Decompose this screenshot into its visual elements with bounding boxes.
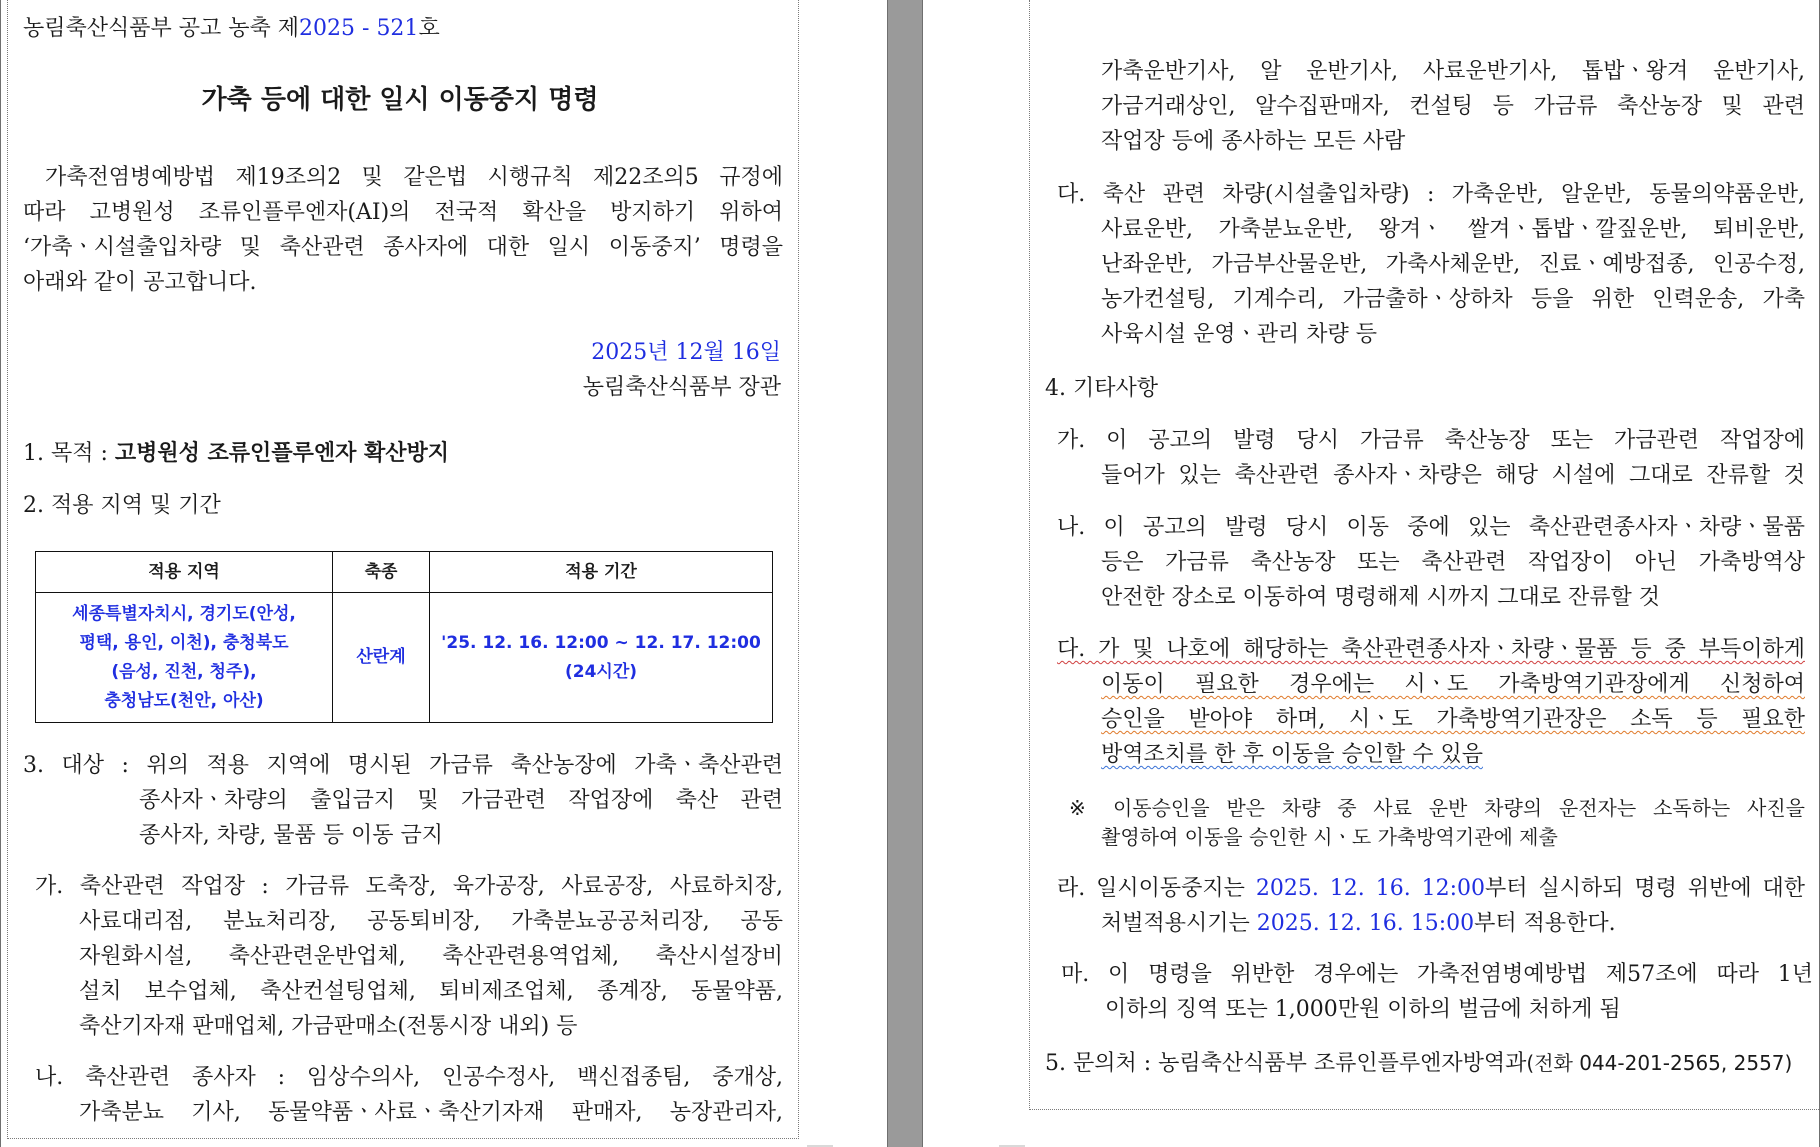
section-4-heading: 4. 기타사항 [1045, 376, 1158, 401]
item-na-line: 가축분뇨 기사, 동물약품ㆍ사료ㆍ축산기자재 판매자, 농장관리자, [79, 1100, 783, 1125]
intro-line: ‘가축ㆍ시설출입차량 및 축산관련 종사자에 대한 일시 이동중지’ 명령을 [23, 235, 783, 260]
item-4-da-line: 다. 가 및 나호에 해당하는 축산관련종사자ㆍ차량ㆍ물품 등 중 부득이하게 [1057, 637, 1805, 662]
item-ga-line: 설치 보수업체, 축산컨설팅업체, 퇴비제조업체, 종계장, 동물약품, [79, 979, 783, 1004]
item-4-ga-line: 들어가 있는 축산관련 종사자ㆍ차량은 해당 시설에 그대로 잔류할 것 [1101, 463, 1805, 488]
notice-number: 농림축산식품부 공고 농축 제2025 - 521호 [23, 16, 440, 41]
section-1-purpose: 1. 목적 : 고병원성 조류인플루엔자 확산방지 [23, 440, 449, 466]
item-da-line: 다. 축산 관련 차량(시설출입차량) : 가축운반, 알운반, 동물의약품운반, [1057, 182, 1805, 207]
minister-signature: 농림축산식품부 장관 [582, 375, 781, 400]
document-title: 가축 등에 대한 일시 이동중지 명령 [201, 85, 599, 115]
section-5-contact: 5. 문의처 : 농림축산식품부 조류인플루엔자방역과(전화 044-201-2565, 2557) [1045, 1051, 1793, 1076]
table-cell-period: '25. 12. 16. 12:00 ∼ 12. 17. 12:00 (24시간) [430, 593, 773, 723]
item-na-cont-line: 가금거래상인, 알수집판매자, 컨설팅 등 가금류 축산농장 및 관련 [1101, 94, 1805, 119]
item-4-ra-line: 처벌적용시기는 2025. 12. 16. 15:00부터 적용한다. [1101, 911, 1616, 936]
item-4-da-line: 방역조치를 한 후 이동을 승인할 수 있음 [1101, 742, 1483, 767]
item-4-ma-line: 마. 이 명령을 위반한 경우에는 가축전염병예방법 제57조에 따라 1년 [1061, 962, 1813, 987]
table-header-period: 적용 기간 [430, 552, 773, 593]
table-cell-region: 세종특별자치시, 경기도(안성, 평택, 용인, 이천), 충청북도 (음성, 진천, 청주), 충청남도(천안, 아산) [36, 593, 333, 723]
page-gap [888, 0, 922, 1147]
section-2-heading: 2. 적용 지역 및 기간 [23, 493, 221, 518]
document-page-1 [0, 0, 888, 1147]
item-ga-line: 축산기자재 판매업체, 가금판매소(전통시장 내외) 등 [79, 1014, 578, 1039]
item-da-line: 사료운반, 가축분뇨운반, 왕겨ㆍ 쌀겨ㆍ톱밥ㆍ깔짚운반, 퇴비운반, [1101, 217, 1805, 242]
section-3-line: 종사자ㆍ차량의 출입금지 및 가금관련 작업장에 축산 관련 [139, 788, 783, 813]
item-na-cont-line: 작업장 등에 종사하는 모든 사람 [1101, 129, 1406, 154]
table-cell-species: 산란계 [333, 593, 430, 723]
section-3-line: 종사자, 차량, 물품 등 이동 금지 [139, 823, 443, 848]
item-4-da-line: 승인을 받아야 하며, 시ㆍ도 가축방역기관장은 소독 등 필요한 [1101, 707, 1805, 732]
item-ga-line: 사료대리점, 분뇨처리장, 공동퇴비장, 가축분뇨공공처리장, 공동 [79, 909, 783, 934]
item-4-na-line: 등은 가금류 축산농장 또는 축산관련 작업장이 아닌 가축방역상 [1101, 550, 1805, 575]
intro-line: 따라 고병원성 조류인플루엔자(AI)의 전국적 확산을 방지하기 위하여 [23, 200, 783, 225]
item-4-da-line: 이동이 필요한 경우에는 시ㆍ도 가축방역기관장에게 신청하여 [1101, 672, 1805, 697]
intro-line: 가축전염병예방법 제19조의2 및 같은법 시행규칙 제22조의5 규정에 [45, 165, 783, 190]
item-da-line: 사육시설 운영ㆍ관리 차량 등 [1101, 322, 1378, 347]
approval-note-line: 촬영하여 이동을 승인한 시ㆍ도 가축방역기관에 제출 [1101, 825, 1558, 849]
document-page-2 [922, 0, 1820, 1147]
item-4-ra-line: 라. 일시이동중지는 2025. 12. 16. 12:00부터 실시하되 명령 위반에 대한 [1057, 876, 1806, 901]
intro-line: 아래와 같이 공고합니다. [23, 270, 257, 295]
item-4-na-line: 나. 이 공고의 발령 당시 이동 중에 있는 축산관련종사자ㆍ차량ㆍ물품 [1057, 515, 1805, 540]
table-header-region: 적용 지역 [36, 552, 333, 593]
item-na-cont-line: 가축운반기사, 알 운반기사, 사료운반기사, 톱밥ㆍ왕겨 운반기사, [1101, 59, 1805, 84]
item-4-ma-line: 이하의 징역 또는 1,000만원 이하의 벌금에 처하게 됨 [1105, 997, 1621, 1022]
item-ga-line: 자원화시설, 축산관련운반업체, 축산관련용역업체, 축산시설장비 [79, 944, 783, 969]
item-4-na-line: 안전한 장소로 이동하여 명령해제 시까지 그대로 잔류할 것 [1101, 585, 1661, 610]
section-3-line: 3. 대상 : 위의 적용 지역에 명시된 가금류 축산농장에 가축ㆍ축산관련 [23, 753, 783, 778]
item-na-line: 나. 축산관련 종사자 : 임상수의사, 인공수정사, 백신접종팀, 중개상, [35, 1065, 783, 1090]
item-da-line: 난좌운반, 가금부산물운반, 가축사체운반, 진료ㆍ예방접종, 인공수정, [1101, 252, 1805, 277]
approval-note-line: ※ 이동승인을 받은 차량 중 사료 운반 차량의 운전자는 소독하는 사진을 [1069, 796, 1805, 820]
item-da-line: 농가컨설팅, 기계수리, 가금출하ㆍ상하차 등을 위한 인력운송, 가축 [1101, 287, 1805, 312]
item-ga-line: 가. 축산관련 작업장 : 가금류 도축장, 육가공장, 사료공장, 사료하치장, [35, 874, 783, 899]
region-period-table [35, 551, 773, 723]
notice-date: 2025년 12월 16일 [591, 340, 781, 365]
item-4-ga-line: 가. 이 공고의 발령 당시 가금류 축산농장 또는 가금관련 작업장에 [1057, 428, 1805, 453]
table-header-species: 축종 [333, 552, 430, 593]
